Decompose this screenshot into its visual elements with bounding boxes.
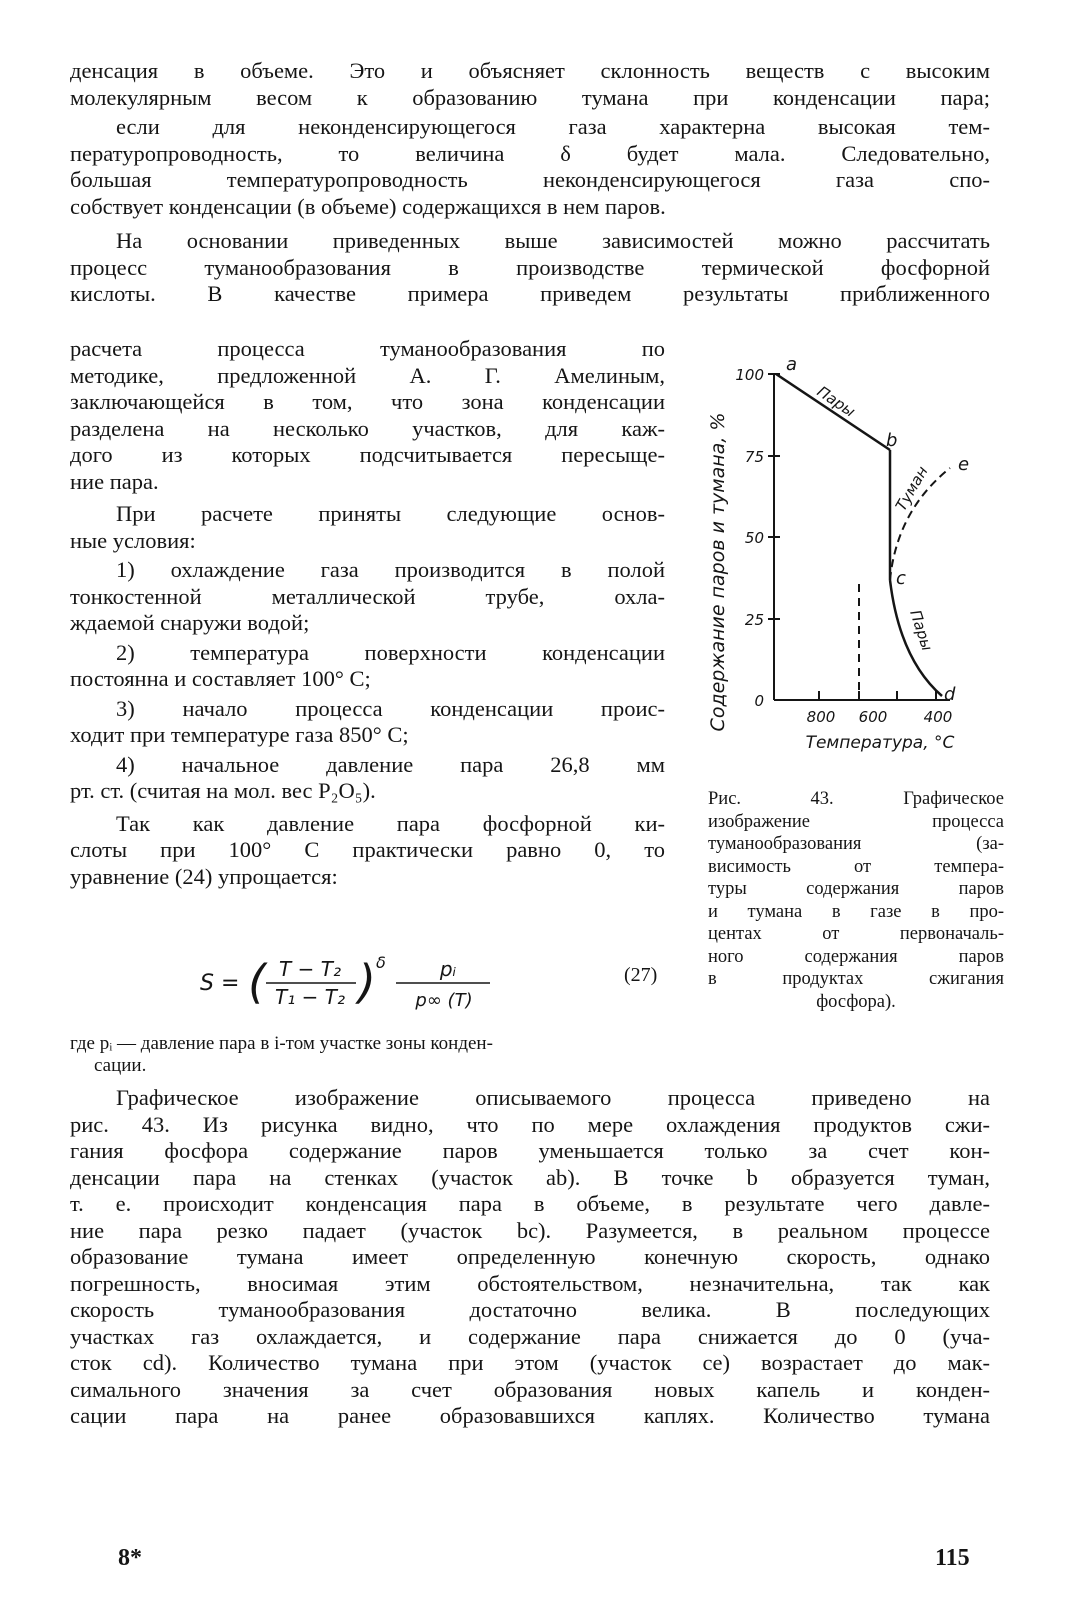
text-line: большая температуропроводность неконденсирующегося газа спо-: [70, 167, 990, 192]
caption-line: туры содержания паров: [708, 879, 1004, 899]
equation-lhs: S =: [200, 971, 240, 996]
figure-43: [688, 350, 1008, 790]
y-tick-label: 25: [744, 611, 764, 629]
text-line: Графическое изображение описываемого процесса приведено на: [116, 1085, 990, 1110]
y-tick-label: 75: [744, 448, 764, 466]
text-line: постоянна и составляет 100° С;: [70, 666, 371, 691]
caption-line: ного содержания паров: [708, 946, 1004, 967]
text-line: ние пара.: [70, 468, 159, 494]
text-line: разделена на несколько участков, для каж-: [70, 415, 665, 441]
text-line: т. е. происходит конденсация пара в объеме, в результате чего давле-: [70, 1191, 990, 1216]
curve-label-vapor-bottom: Пары: [906, 607, 937, 654]
text-line: ные условия:: [70, 527, 196, 553]
text-line: образование тумана имеет определенную конечную скорость, однако: [70, 1244, 990, 1269]
text-line: Так как давление пара фосфорной ки-: [116, 810, 665, 836]
bottom-text-block: [70, 1085, 990, 1430]
pressure-denominator: p∞ (T): [415, 990, 473, 1011]
text-line: расчета процесса туманообразования по: [70, 336, 665, 361]
text-line: молекулярным весом к образованию тумана при конденсации пара;: [70, 84, 990, 110]
text-line: если для неконденсирующегося газа характерна высокая тем-: [116, 114, 990, 139]
top-text-block: [70, 58, 990, 308]
text-line: сации пара на ранее образовавшихся каплях. Количество тумана: [70, 1403, 990, 1428]
fraction-denominator: T₁ − T₂: [275, 985, 345, 1009]
caption-line: туманообразования (за-: [708, 834, 1004, 854]
text-line: пературопроводность, то величина δ будет мала. Следовательно,: [70, 140, 990, 166]
text-line: денсации пара на стенках (участок ab). В точке b образуется туман,: [70, 1164, 990, 1190]
x-axis-label: Температура, °С: [805, 733, 955, 753]
point-label-c: c: [896, 568, 906, 589]
text-line: рт. ст. (считая на мол. вес P₂O₅).: [70, 778, 376, 803]
text-line: ние пара резко падает (участок bc). Разумеется, в реальном процессе: [70, 1217, 990, 1243]
equation-explanation: [70, 1033, 680, 1077]
signature-mark: 8*: [118, 1545, 142, 1571]
caption-line: фосфора).: [816, 991, 896, 1012]
caption-line: и тумана в газе в про-: [708, 901, 1004, 922]
pressure-numerator: pᵢ: [439, 957, 457, 981]
text-line: методике, предложенной А. Г. Амелиным,: [70, 362, 665, 388]
figure-caption: [708, 788, 1004, 1013]
equation-number: (27): [624, 964, 658, 986]
caption-line: центах от первоначаль-: [708, 924, 1004, 944]
text-line: дого из которых подсчитывается пересыще-: [70, 442, 665, 467]
text-line: слоты при 100° С практически равно 0, то: [70, 837, 665, 862]
text-line: сток cd). Количество тумана при этом (участок ce) возрастает до мак-: [70, 1350, 990, 1375]
text-line: рис. 43. Из рисунка видно, что по мере охлаждения продуктов сжи-: [70, 1111, 990, 1137]
text-line: где pᵢ — давление пара в i-том участке зоны конден-: [70, 1033, 493, 1054]
text-line: уравнение (24) упрощается:: [70, 863, 338, 889]
text-line: При расчете приняты следующие основ-: [116, 501, 665, 526]
text-line: сации.: [94, 1055, 147, 1076]
vapor-line-ab: [776, 374, 890, 450]
exponent: δ: [376, 953, 386, 972]
x-tick-label: 800: [806, 708, 836, 726]
text-line: ждаемой снаружи водой;: [70, 610, 310, 635]
text-line: погрешность, вносимая этим обстоятельством, незначительна, так как: [70, 1270, 990, 1296]
equation-graphic: [200, 948, 620, 1018]
page-number: 115: [935, 1545, 970, 1571]
text-line: симального значения за счет образования новых капель и конден-: [70, 1376, 990, 1402]
text-line: 1) охлаждение газа производится в полой: [116, 557, 665, 582]
curve-label-fog: Туман: [891, 463, 932, 514]
point-label-e: e: [958, 454, 970, 475]
left-paren: (: [248, 955, 266, 1009]
x-tick-label: 600: [858, 708, 888, 726]
fraction-numerator: T − T₂: [279, 957, 341, 981]
text-line: 2) температура поверхности конденсации: [116, 639, 665, 665]
equation-27: [200, 948, 680, 1018]
y-tick-label: 100: [735, 366, 764, 384]
point-label-a: a: [786, 354, 798, 375]
text-line: процесс туманообразования в производстве термической фосфорной: [70, 254, 990, 280]
x-tick-label: 400: [923, 708, 953, 726]
text-line: тонкостенной металлической трубе, охла-: [70, 583, 665, 609]
text-line: гания фосфора содержание паров уменьшается только за счет кон-: [70, 1138, 990, 1163]
point-label-d: d: [944, 684, 956, 705]
text-line: 4) начальное давление пара 26,8 мм: [116, 751, 665, 777]
right-paren: ): [358, 955, 376, 1009]
fog-formation-diagram: [688, 350, 1008, 790]
text-line: участках газ охлаждается, и содержание пара снижается до 0 (уча-: [70, 1323, 990, 1349]
caption-line: висимость от темпера-: [708, 856, 1004, 877]
caption-line: изображение процесса: [708, 811, 1004, 832]
point-label-b: b: [886, 430, 898, 451]
text-line: На основании приведенных выше зависимостей можно рассчитать: [116, 228, 990, 253]
text-line: денсация в объеме. Это и объясняет склонность веществ с высоким: [70, 58, 990, 83]
y-tick-label: 50: [744, 529, 764, 547]
text-line: ходит при температуре газа 850° С;: [70, 722, 409, 747]
text-line: кислоты. В качестве примера приведем результаты приближенного: [70, 281, 990, 306]
text-line: заключающейся в том, что зона конденсации: [70, 389, 665, 414]
text-line: 3) начало процесса конденсации проис-: [116, 695, 665, 721]
y-axis-label: Содержание паров и тумана, %: [707, 412, 729, 732]
text-line: скорость туманообразования достаточно велика. В последующих: [70, 1297, 990, 1322]
left-column-text: [70, 336, 665, 890]
text-line: собствует конденсации (в объеме) содержащихся в нем паров.: [70, 193, 666, 219]
curve-label-vapor-top: Пары: [813, 382, 859, 421]
y-tick-label: 0: [754, 692, 764, 710]
caption-line: Рис. 43. Графическое: [708, 789, 1004, 809]
caption-line: в продуктах сжигания: [708, 969, 1004, 989]
